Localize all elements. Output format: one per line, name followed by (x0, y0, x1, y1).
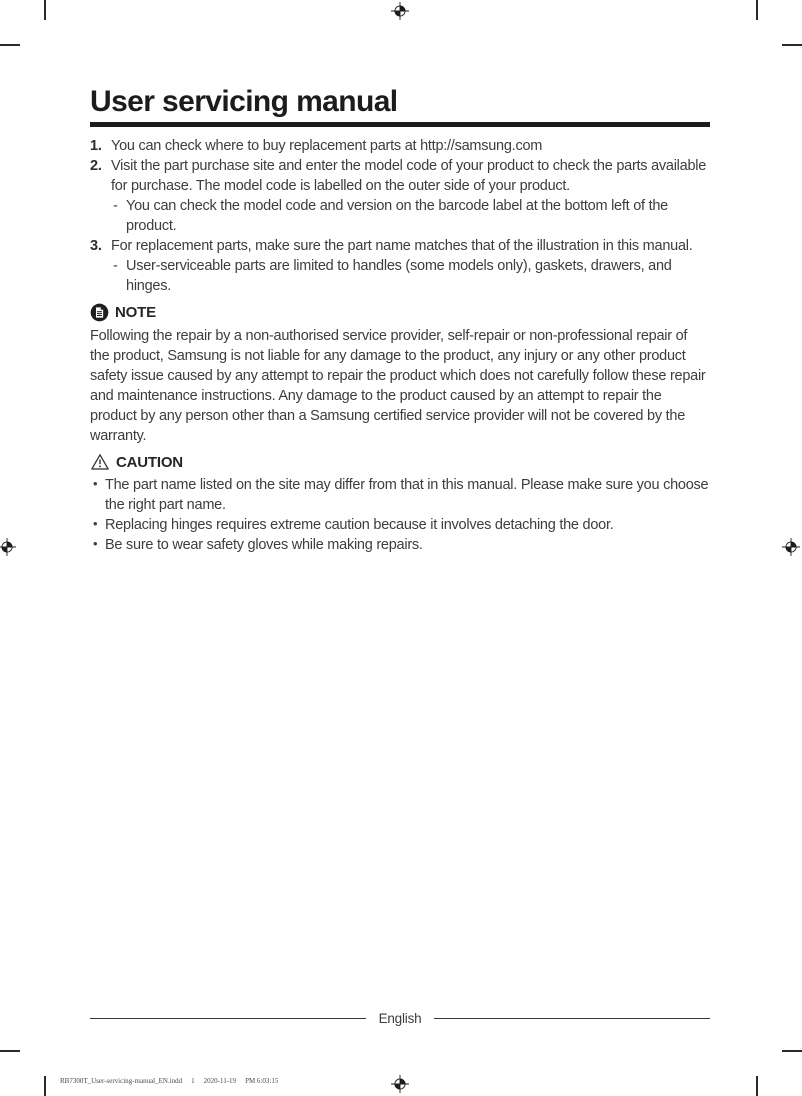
crop-mark (756, 1076, 758, 1096)
caution-heading (90, 453, 710, 471)
bullet-marker: • (93, 476, 98, 491)
caution-item (90, 535, 710, 555)
step-subitem (111, 256, 710, 296)
subitem-text: You can check the model code and version on the barcode label at the bottom left of the product. (126, 198, 668, 234)
slug-date: 2020-11-19 (203, 1077, 237, 1085)
content-column (90, 84, 710, 555)
step-number: 1. (90, 138, 102, 154)
crop-mark (0, 44, 20, 46)
caution-text: Be sure to wear safety gloves while making repairs. (105, 537, 423, 553)
step-text: For replacement parts, make sure the part name matches that of the illustration in this manual. (111, 238, 693, 254)
caution-text: The part name listed on the site may differ from that in this manual. Please make sure you choose the right part name. (105, 477, 709, 513)
step-text: Visit the part purchase site and enter the model code of your product to check the parts available for purchase. The model code is labelled on the outer side of your product. (111, 158, 707, 194)
crop-mark (0, 1050, 20, 1052)
page-title: User servicing manual (90, 85, 398, 118)
caution-item (90, 515, 710, 535)
numbered-steps (90, 136, 710, 296)
language-label: English (378, 1011, 422, 1026)
caution-item (90, 475, 710, 515)
footer-rule-left (90, 1018, 366, 1020)
step-text: You can check where to buy replacement parts at http://samsung.com (111, 138, 543, 154)
note-icon (90, 303, 109, 322)
registration-mark-icon (391, 1075, 409, 1093)
step-number: 3. (90, 238, 102, 254)
print-slug (60, 1077, 287, 1085)
caution-text: Replacing hinges requires extreme caution because it involves detaching the door. (105, 517, 614, 533)
crop-mark (44, 1076, 46, 1096)
registration-mark-icon (391, 2, 409, 20)
dash-marker: - (113, 198, 118, 214)
note-paragraph: Following the repair by a non-authorised service provider, self-repair or non-professional repair of the product, Samsung is not liable for any damage to the product, any injury or any other product safety issue caused by any attempt to repair the product which does not carefully follow these repair and maintenance instructions. Any damage to the product caused by an attempt to repair the product by any person other than a Samsung certified service provider will not be covered by the warranty. (90, 328, 706, 444)
note-heading (90, 303, 710, 322)
caution-list (90, 475, 710, 555)
crop-mark (44, 0, 46, 20)
slug-filename: RB7300T_User-servicing-manual_EN.indd (60, 1077, 183, 1085)
note-label: NOTE (115, 304, 156, 321)
crop-mark (782, 1050, 802, 1052)
caution-icon (90, 453, 110, 471)
language-footer (90, 1010, 710, 1027)
dash-marker: - (113, 258, 118, 274)
subitem-text: User-serviceable parts are limited to handles (some models only), gaskets, drawers, and hinges. (126, 258, 672, 294)
crop-mark (756, 0, 758, 20)
registration-mark-icon (0, 538, 16, 556)
caution-label: CAUTION (116, 453, 183, 471)
step-item-1 (90, 136, 710, 156)
crop-mark (782, 44, 802, 46)
title-rule (90, 122, 710, 127)
bullet-marker: • (93, 536, 98, 551)
slug-time: PM 6:03:15 (245, 1077, 279, 1085)
slug-page-number: 1 (191, 1077, 195, 1085)
step-item-3 (90, 236, 710, 296)
bullet-marker: • (93, 516, 98, 531)
step-number: 2. (90, 158, 102, 174)
registration-mark-icon (782, 538, 800, 556)
step-item-2 (90, 156, 710, 236)
step-subitem (111, 196, 710, 236)
footer-rule-right (434, 1018, 710, 1020)
